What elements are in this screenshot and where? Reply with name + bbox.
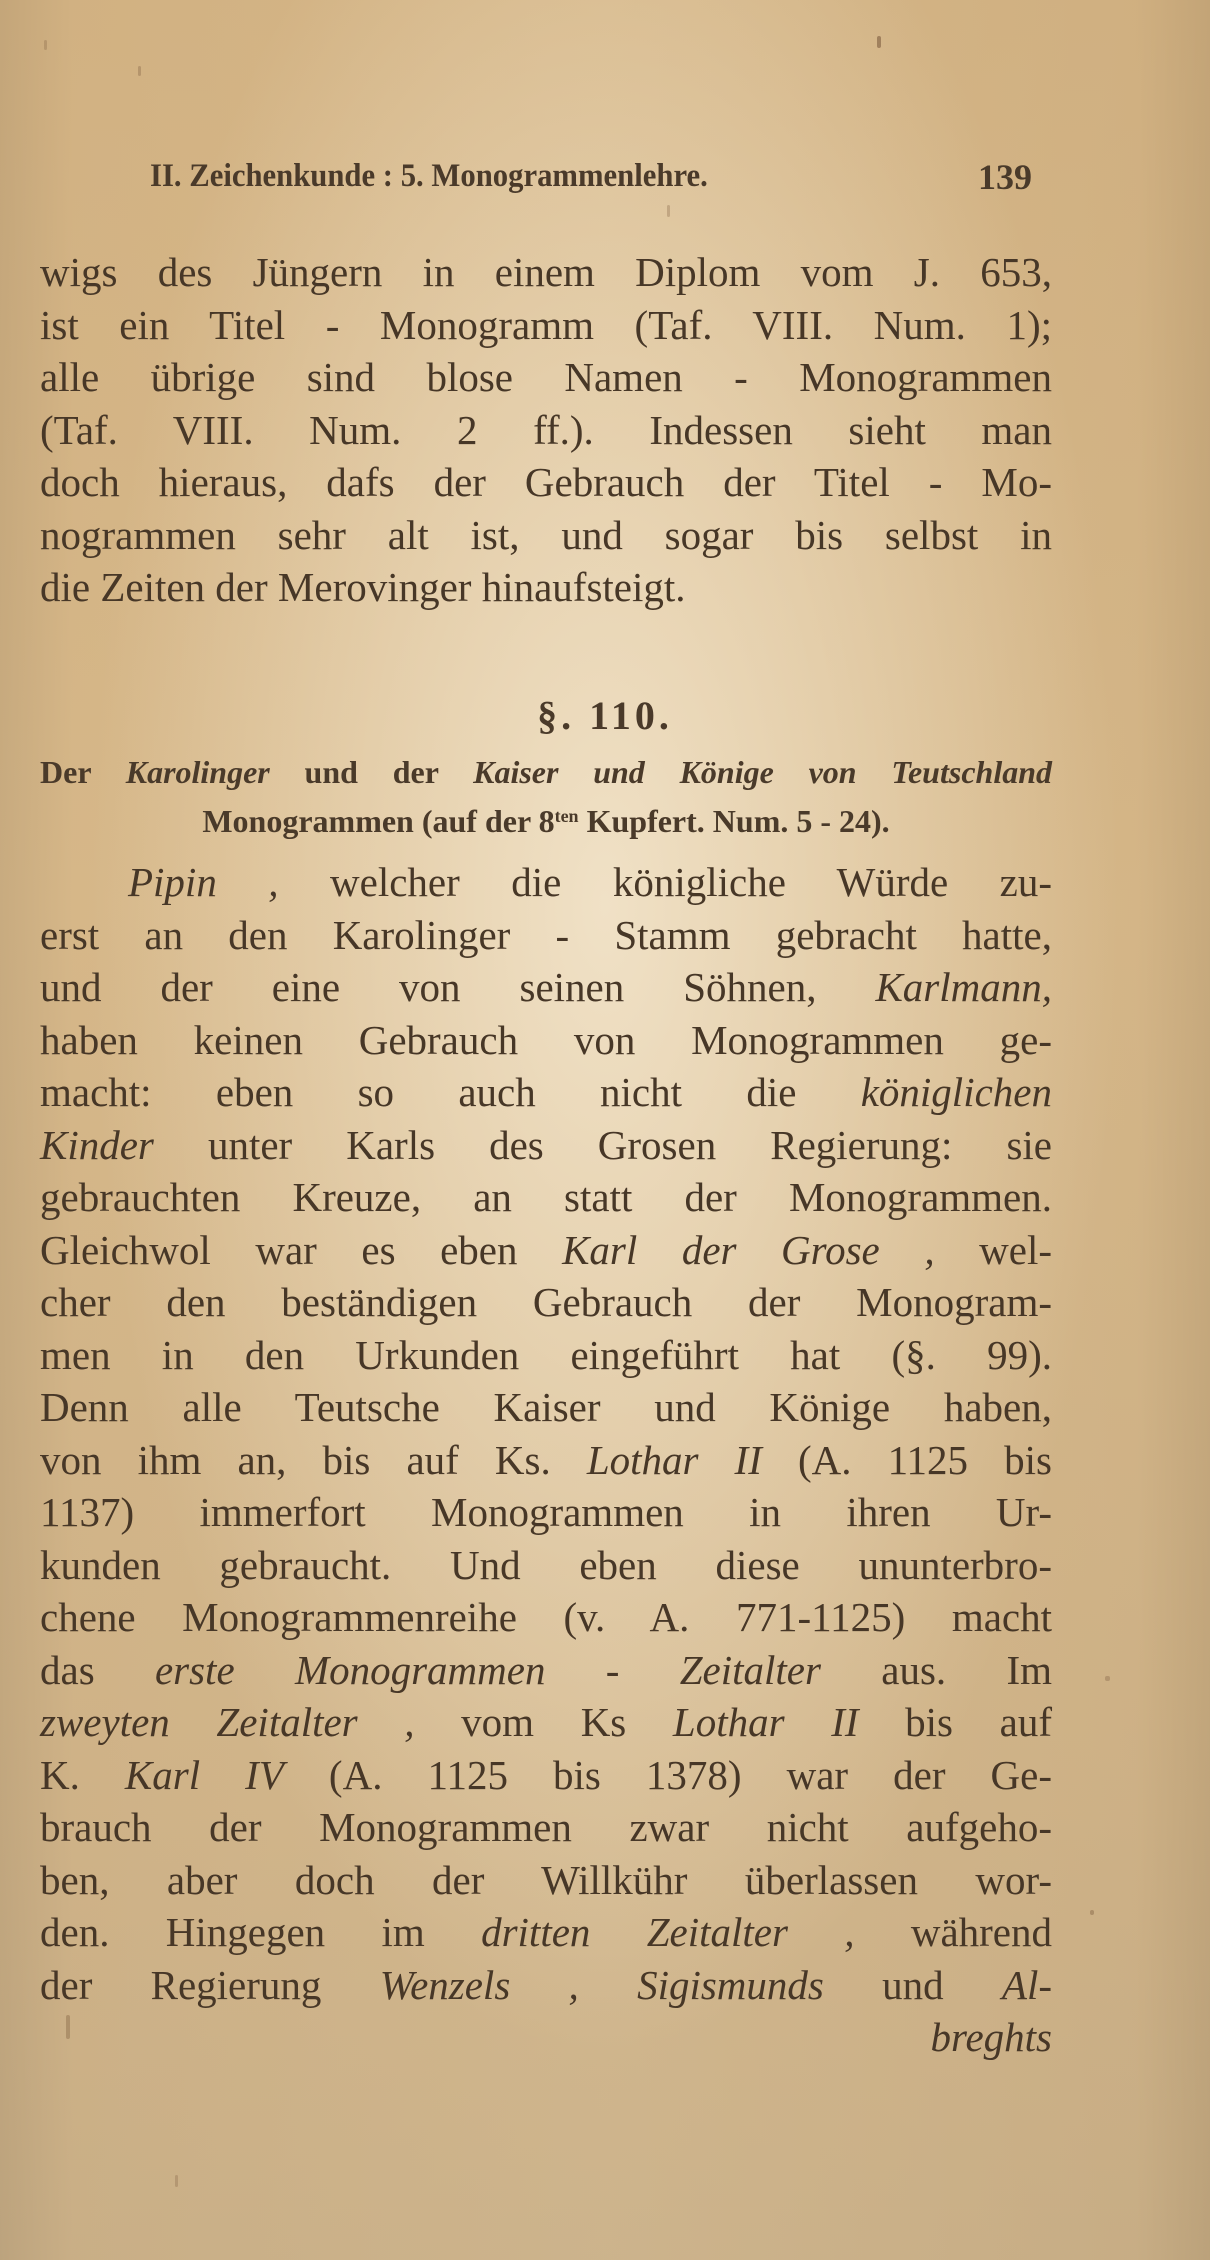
text-segment: 1137) immerfort Monogrammen in ihren Ur- [40,1489,1052,1535]
title-italic-text: Kaiser und Könige von Teutschland [473,754,1053,790]
text-segment: vom Ks [414,1699,673,1745]
paper-speck [1090,1910,1094,1915]
text-segment: cher den beständigen Gebrauch der Monogram- [40,1279,1052,1325]
italic-text: königlichen [860,1069,1052,1115]
text-line [40,1539,1052,1592]
text-line: ist ein Titel - Monogramm (Taf. VIII. Num. 1); [40,301,1052,348]
text-line [40,1591,1052,1644]
text-segment: brauch der Monogrammen zwar nicht aufgeho- [40,1804,1052,1850]
text-line [40,1014,1052,1067]
italic-text: dritten Zeitalter , [481,1909,855,1955]
text-segment: erst an den Karolinger - Stamm gebracht hatte, [40,911,1052,958]
italic-text: Lothar II [672,1699,859,1745]
paper-speck [175,2175,178,2187]
text-line [40,1696,1052,1749]
italic-text: Karl der Grose , [562,1226,935,1273]
running-head [150,150,1040,200]
paper-speck [44,40,47,50]
text-line [40,1801,1052,1854]
text-line [40,1276,1052,1329]
text-line [40,1119,1052,1172]
text-line [40,856,1052,909]
text-line [40,909,1052,962]
text-line: die Zeiten der Merovinger hinaufsteigt. [40,564,686,610]
page-number: 139 [978,157,1032,197]
text-line: doch hieraus, dafs der Gebrauch der Titel - Mo- [40,459,1052,505]
text-segment: bis auf [858,1699,1052,1745]
text-segment: (A. 1125 bis 1378) war der Ge- [283,1751,1053,1798]
text-line [40,1329,1052,1382]
italic-text: Kinder [40,1121,154,1168]
text-segment: Denn alle Teutsche Kaiser und Könige haben, [40,1384,1052,1430]
text-segment: das [40,1646,155,1693]
text-line: nogrammen sehr alt ist, und sogar bis selbst in [40,511,1052,558]
text-segment: ben, aber doch der Willkühr überlassen wor- [40,1856,1052,1903]
italic-text: Al- [1001,1961,1053,2008]
text-line: wigs des Jüngern in einem Diplom vom J. 653, [40,249,1052,295]
paper-speck [667,205,670,217]
text-segment: K. [40,1751,125,1798]
body-paragraph [40,856,1052,2064]
text-line [40,1381,1052,1434]
title-superscript: ten [554,806,579,826]
text-segment: unter Karls des Grosen Regierung: sie [153,1121,1052,1168]
italic-text: erste Monogrammen - Zeitalter [154,1646,821,1693]
paper-speck [138,66,141,76]
section-title-line [40,750,1052,794]
section-title-line [40,794,1052,843]
italic-text: Karl IV [124,1751,284,1798]
section-number: §. 110. [537,693,673,738]
text-line [40,1854,1052,1907]
title-text: Monogrammen (auf der 8 [202,803,555,839]
italic-text: Lothar II [586,1436,762,1483]
text-line [40,1171,1052,1224]
paper-speck [877,36,881,48]
text-segment: haben keinen Gebrauch von Monogrammen ge- [40,1016,1052,1063]
text-segment: von ihm an, bis auf Ks. [40,1436,587,1483]
text-segment: chene Monogrammenreihe (v. A. 771-1125) macht [40,1594,1052,1640]
text-segment: und [823,1961,1002,2008]
text-segment: wel- [934,1226,1052,1273]
italic-text: Pipin , [128,859,279,905]
italic-text: Wenzels , Sigismunds [379,1961,824,2008]
text-segment: macht: eben so auch nicht die [40,1069,861,1115]
italic-text: Karlmann, [875,964,1052,1010]
text-segment: welcher die königliche Würde zu- [278,859,1052,905]
italic-text: zweyten Zeitalter , [40,1699,415,1745]
title-text: Der [40,754,126,790]
text-line [40,1959,1052,2012]
text-line [40,1749,1052,1802]
text-segment: kunden gebraucht. Und eben diese ununterbro- [40,1541,1052,1588]
title-text: und der [269,754,474,790]
text-segment: während [854,1909,1052,1955]
text-line [40,1066,1052,1119]
text-segment: und der eine von seinen Söhnen, [40,964,876,1010]
text-segment: gebrauchten Kreuze, an statt der Monogrammen. [40,1174,1052,1220]
paper-speck [1105,1676,1110,1681]
title-text: Kupfert. Num. 5 - 24). [578,803,890,839]
text-line: (Taf. VIII. Num. 2 ff.). Indessen sieht man [40,406,1052,453]
text-line [40,961,1052,1014]
section-title [40,750,1052,843]
running-head-title: II. Zeichenkunde : 5. Monogrammenlehre. [150,158,708,194]
text-segment: (A. 1125 bis [761,1436,1052,1483]
text-line: alle übrige sind blose Namen - Monogrammen [40,354,1052,400]
continuation-paragraph [40,246,1052,614]
text-segment: den. Hingegen im [40,1909,482,1955]
text-line [40,1434,1052,1487]
text-line [40,1486,1052,1539]
text-segment: der Regierung [40,1961,380,2008]
catchword: breghts [930,2014,1052,2060]
title-italic-text: Karolinger [125,754,270,790]
text-line [40,1906,1052,1959]
text-segment: Gleichwol war es eben [40,1226,563,1273]
text-line [40,1644,1052,1697]
text-segment: aus. Im [820,1646,1052,1693]
text-line [40,1224,1052,1277]
text-segment: men in den Urkunden eingeführt hat (§. 99). [40,1331,1052,1378]
